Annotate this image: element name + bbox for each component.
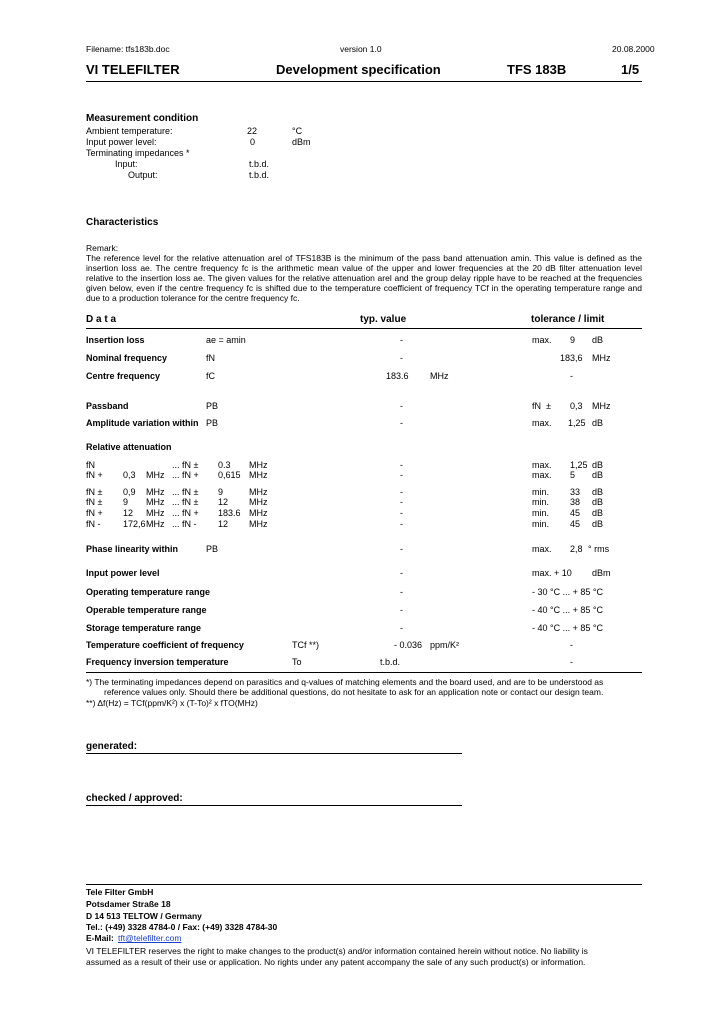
row-tol-c: dBm (592, 568, 611, 578)
footnote-2: **) Δf(Hz) = TCf(ppm/K²) x (T-To)² x fTO(MHz) (86, 698, 258, 708)
rel-att-c6: MHz (249, 487, 268, 497)
date: 20.08.2000 (612, 44, 655, 54)
row-cond: PB (206, 418, 219, 428)
rel-att-tc: dB (592, 519, 604, 529)
row-tol-b: 0,3 (570, 401, 583, 411)
meas-value: 22 (247, 126, 258, 136)
doc-type: Development specification (276, 62, 441, 77)
meas-value: 0 (250, 137, 256, 147)
rel-att-typ: - (400, 508, 403, 518)
row-tol-c: MHz (592, 353, 611, 363)
rel-att-c6: MHz (249, 497, 268, 507)
rel-att-c4: ... fN ± (172, 460, 199, 470)
meas-label: Ambient temperature: (86, 126, 173, 136)
meas-label: Input power level: (86, 137, 157, 147)
footer-rule (86, 884, 642, 885)
row-cond: To (292, 657, 302, 667)
row-label: Frequency inversion temperature (86, 657, 229, 667)
rel-att-tb: 45 (570, 519, 581, 529)
rel-att-c6: MHz (249, 519, 268, 529)
row-typ-unit: ppm/K² (430, 640, 460, 650)
rel-att-tb: 38 (570, 497, 581, 507)
rel-att-c1: fN ± (86, 497, 103, 507)
row-tol-a: max. (532, 335, 552, 345)
row-tol: - (570, 640, 573, 650)
row-label: Insertion loss (86, 335, 145, 345)
row-typ: - (400, 335, 403, 345)
row-typ: - (400, 587, 403, 597)
footer-disclaimer: VI TELEFILTER reserves the right to make changes to the product(s) and/or information contained herein without notice. No liability is (86, 946, 588, 956)
meas-value: t.b.d. (249, 159, 270, 169)
rel-att-tb: 5 (570, 470, 576, 480)
footer-email-label: E-Mail: (86, 933, 114, 943)
rel-att-c3: MHz (146, 497, 165, 507)
rel-att-c4: ... fN ± (172, 497, 199, 507)
rel-att-c4: ... fN - (172, 519, 197, 529)
rel-att-tc: dB (592, 470, 604, 480)
row-typ: - (400, 353, 403, 363)
row-label: Input power level (86, 568, 160, 578)
rel-att-c3: MHz (146, 508, 165, 518)
meas-unit: dBm (292, 137, 311, 147)
rel-att-c1: fN + (86, 470, 103, 480)
footer-disclaimer-cont: assumed as a result of their use or application. No rights under any patent accompany the sale of any such product(s) or information. (86, 957, 586, 967)
footnote-1-cont: reference values only. Should there be additional questions, do not hesitate to ask for an application note or contact our design team. (104, 687, 604, 697)
rel-att-c4: ... fN ± (172, 487, 199, 497)
row-tol-b: 2,8 (570, 544, 583, 554)
footer-city: D 14 513 TELTOW / Germany (86, 911, 202, 921)
generated-line (86, 753, 462, 754)
rel-att-c5: 12 (218, 497, 229, 507)
filename: Filename: tfs183b.doc (86, 44, 170, 54)
version: version 1.0 (340, 44, 382, 54)
part-number: TFS 183B (507, 62, 567, 77)
row-tol-c: ° rms (588, 544, 610, 554)
rel-att-c5: 183.6 (218, 508, 241, 518)
remark-text: The reference level for the relative attenuation arel of TFS183B is the minimum of the pass band attenuation amin. This value is defined as the insertion loss ae. The centre frequency fc is the arithmetic mean value of the upper and lower frequencies at the 20 dB filter attenuation level relative to the insertion loss ae. The given values for the relative attenuation arel and the group delay ripple have to be reached at the frequencies given below, even if the centre frequency fc is shifted due to the temperature coefficient of frequency TCf in the operating temperature range and due to a production tolerance for the centre frequency fc. (86, 253, 642, 303)
rel-att-c5: 0,615 (218, 470, 241, 480)
rel-att-tb: 33 (570, 487, 581, 497)
row-label: Phase linearity within (86, 544, 179, 554)
row-tol-b: 9 (570, 335, 576, 345)
tol-heading: tolerance / limit (531, 314, 605, 325)
page-number: 1/5 (621, 62, 640, 77)
footnote-1: *) The terminating impedances depend on parasitics and q-values of matching elements and the board used, and are to be understood as (86, 677, 604, 687)
rel-att-typ: - (400, 470, 403, 480)
rel-att-c3: MHz (146, 487, 165, 497)
row-label: Amplitude variation within (86, 418, 199, 428)
rel-att-c6: MHz (249, 508, 268, 518)
rel-att-c3: MHz (146, 519, 165, 529)
rel-att-c1: fN + (86, 508, 103, 518)
rel-att-c2: 9 (123, 497, 129, 507)
row-tol-c: dB (592, 335, 604, 345)
row-cond: PB (206, 401, 219, 411)
rel-att-typ: - (400, 460, 403, 470)
row-tol: - (570, 371, 573, 381)
company-name: VI TELEFILTER (86, 62, 180, 77)
rel-att-ta: min. (532, 497, 550, 507)
row-tol-b: 1,25 (568, 418, 586, 428)
header-rule (86, 81, 642, 82)
remark-label: Remark: (86, 243, 119, 253)
generated-label: generated: (86, 741, 138, 752)
row-cond: ae = amin (206, 335, 246, 345)
rel-att-c2: 0,3 (123, 470, 136, 480)
rel-att-c5: 9 (218, 487, 224, 497)
rel-att-c5: 12 (218, 519, 229, 529)
row-tol-pm: ± (546, 401, 551, 411)
rel-att-c2: 0,9 (123, 487, 136, 497)
rel-att-ta: min. (532, 519, 550, 529)
data-heading: D a t a (86, 314, 117, 325)
checked-line (86, 805, 462, 806)
row-typ: - (400, 623, 403, 633)
rel-att-tc: dB (592, 497, 604, 507)
meas-label: Terminating impedances * (86, 148, 190, 158)
row-label: Relative attenuation (86, 442, 172, 452)
rel-att-typ: - (400, 487, 403, 497)
row-tol-a: max. (532, 418, 552, 428)
meas-unit: °C (292, 126, 303, 136)
row-label: Temperature coefficient of frequency (86, 640, 244, 650)
rel-att-c5: 0.3 (218, 460, 231, 470)
row-tol: - 30 °C ... + 85 °C (532, 587, 603, 597)
row-tol-a: max. (532, 544, 552, 554)
rel-att-c1: fN ± (86, 487, 103, 497)
rel-att-c4: ... fN + (172, 470, 199, 480)
rel-att-tb: 1,25 (570, 460, 588, 470)
meas-value: t.b.d. (249, 170, 270, 180)
row-typ: - (400, 401, 403, 411)
checked-label: checked / approved: (86, 793, 183, 804)
row-typ: - (400, 568, 403, 578)
row-tol-a: fN (532, 401, 541, 411)
row-tol-c: MHz (592, 401, 611, 411)
row-typ: - (400, 418, 403, 428)
row-cond: fN (206, 353, 215, 363)
row-tol-c: dB (592, 418, 604, 428)
row-label: Passband (86, 401, 129, 411)
rel-att-typ: - (400, 519, 403, 529)
rel-att-ta: max. (532, 460, 552, 470)
rel-att-c2: 172,6 (123, 519, 146, 529)
characteristics-title: Characteristics (86, 217, 159, 228)
row-tol: - 40 °C ... + 85 °C (532, 623, 603, 633)
meas-label: Input: (115, 159, 138, 169)
row-typ: - (400, 605, 403, 615)
rel-att-c4: ... fN + (172, 508, 199, 518)
typ-heading: typ. value (360, 314, 407, 325)
meas-label: Output: (128, 170, 158, 180)
row-label: Centre frequency (86, 371, 161, 381)
rel-att-tb: 45 (570, 508, 581, 518)
row-typ-unit: MHz (430, 371, 449, 381)
row-label: Operable temperature range (86, 605, 207, 615)
table-rule (86, 328, 642, 329)
rel-att-typ: - (400, 497, 403, 507)
rel-att-c1: fN - (86, 519, 101, 529)
row-tol: - (570, 657, 573, 667)
footer-street: Potsdamer Straße 18 (86, 899, 171, 909)
row-label: Operating temperature range (86, 587, 211, 597)
row-tol-b: 183,6 (560, 353, 583, 363)
footer-phone: Tel.: (+49) 3328 4784-0 / Fax: (+49) 3328 4784-30 (86, 922, 278, 932)
row-label: Nominal frequency (86, 353, 168, 363)
rel-att-c1: fN (86, 460, 95, 470)
row-cond: fC (206, 371, 215, 381)
rel-att-c6: MHz (249, 460, 268, 470)
row-cond: TCf **) (292, 640, 319, 650)
rel-att-c6: MHz (249, 470, 268, 480)
rel-att-tc: dB (592, 508, 604, 518)
rel-att-ta: max. (532, 470, 552, 480)
rel-att-ta: min. (532, 508, 550, 518)
row-tol: - 40 °C ... + 85 °C (532, 605, 603, 615)
rel-att-c2: 12 (123, 508, 134, 518)
rel-att-tc: dB (592, 487, 604, 497)
row-typ: - 0.036 (394, 640, 423, 650)
row-cond: PB (206, 544, 219, 554)
rel-att-c3: MHz (146, 470, 165, 480)
row-tol-a: max. + 10 (532, 568, 572, 578)
rel-att-ta: min. (532, 487, 550, 497)
row-typ: - (400, 544, 403, 554)
footer-company: Tele Filter GmbH (86, 887, 154, 897)
measurement-title: Measurement condition (86, 113, 199, 124)
rel-att-tc: dB (592, 460, 604, 470)
row-label: Storage temperature range (86, 623, 202, 633)
row-typ: 183.6 (386, 371, 409, 381)
row-typ: t.b.d. (380, 657, 401, 667)
footer-email-link[interactable]: tft@telefilter.com (118, 933, 182, 943)
footnote-rule (86, 672, 642, 673)
